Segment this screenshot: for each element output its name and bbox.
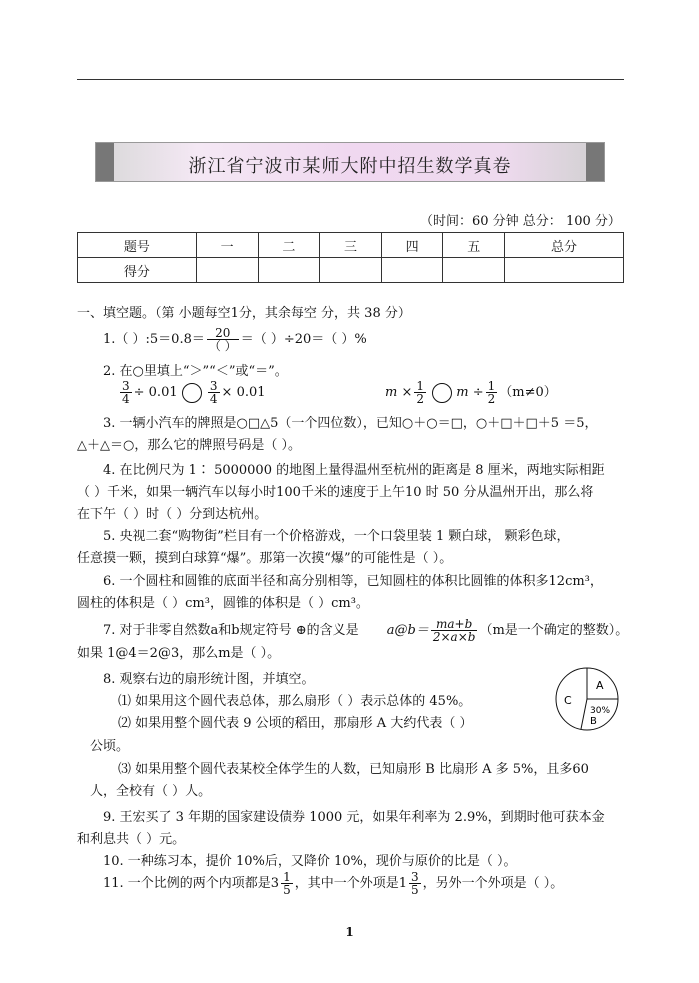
q2-op-2: × 0.01 (221, 385, 266, 400)
q11-text-c: ，另外一个外项是（ ）。 (422, 876, 564, 891)
fraction-numerator: 3 (122, 379, 130, 393)
pie-label-c: C (564, 694, 572, 707)
compare-circle (182, 383, 202, 403)
q2-fraction-3 (414, 380, 426, 405)
fraction-denominator: 2 (487, 392, 496, 406)
fraction-numerator: 1 (416, 379, 424, 393)
fraction-denominator: 4 (122, 392, 130, 406)
fraction-denominator: 2×a×b (432, 630, 476, 644)
pie-label-a: A (596, 679, 604, 692)
q2-fraction-4 (486, 380, 498, 405)
pie-divider-bottom (581, 699, 587, 729)
fraction-numerator: 3 (209, 379, 218, 393)
pie-label-pct: 30% (590, 706, 611, 716)
question-10: 10. 一种练习本，提价 10%后，又降价 10%，现价与原价的比是（ ）。 (103, 854, 517, 869)
page-number: 1 (345, 925, 354, 939)
question-3-line-1: 3. 一辆小汽车的牌照是○□△5（一个四位数），已知○＋○＝□，○＋□＋□＋5 ＝5， (103, 416, 598, 431)
q1-text-b: ＝（ ）÷20＝（ ）% (240, 332, 367, 347)
q7-text-a: 7. 对于非零自然数a和b规定符号 ⊕的含义是 (103, 623, 359, 638)
question-9-line-1: 9. 王宏买了 3 年期的国家建设债券 1000 元，如果年利率为 2.9%，到期时他可获本金 (103, 810, 605, 825)
page-title: 浙江省宁波市某师大附中招生数学真卷 (188, 156, 512, 177)
fraction-numerator: 3 (411, 870, 419, 884)
table-cell: 总分 (505, 233, 624, 258)
table-cell: 得分 (78, 258, 197, 283)
table-cell: 三 (320, 233, 382, 258)
score-cell (443, 258, 505, 283)
question-11 (103, 871, 563, 896)
q11-text-a: 11. 一个比例的两个内项都是3 (103, 876, 280, 891)
time-info: （时间：60 分钟 总分： 100 分） (420, 214, 621, 229)
fraction-numerator: ma+b (431, 618, 478, 631)
fraction-denominator: 2 (416, 392, 424, 406)
q2-expression-left (118, 380, 266, 405)
q11-fraction-2 (409, 871, 421, 896)
fraction-denominator: 5 (283, 883, 291, 897)
sector-pie-chart (554, 666, 620, 732)
question-7-line-2: 如果 1@4＝2@3，那么m是（ ）。 (77, 646, 281, 661)
question-8-line-3: ⑵ 如果用整个圆代表 9 公顷的稻田，那扇形 A 大约代表（ ） (118, 716, 473, 731)
fraction-numerator: 1 (283, 870, 291, 884)
table-cell: 四 (381, 233, 443, 258)
q7-text-b: （m是一个确定的整数）。 (479, 623, 629, 638)
question-9-line-2: 和利息共（ ）元。 (77, 832, 186, 847)
question-8-line-5: ⑶ 如果用整个圆代表某校全体学生的人数，已知扇形 B 比扇形 A 多 5%，且多60 (118, 762, 589, 777)
question-8-line-2: ⑴ 如果用这个圆代表总体，那么扇形（ ）表示总体的 45%。 (118, 694, 472, 709)
q2-op-4: m ÷ (456, 385, 484, 400)
question-8-line-1: 8. 观察右边的扇形统计图，并填空。 (103, 672, 315, 687)
question-4-line-1: 4. 在比例尺为 1∶ 5000000 的地图上量得温州至杭州的距离是 8 厘米，两地实际相距 (103, 463, 605, 478)
q2-op-3: m × (385, 385, 413, 400)
q2-expression-right (385, 380, 557, 405)
fraction-denominator: 4 (209, 392, 218, 406)
fraction-denominator: （ ） (208, 339, 237, 353)
compare-circle (432, 383, 452, 403)
q1-text-a: 1.（ ）:5＝0.8＝ (103, 332, 205, 347)
question-6-line-2: 圆柱的体积是（ ）cm³，圆锥的体积是（ ）cm³。 (77, 596, 369, 611)
question-4-line-3: 在下午（ ）时（ ）分到达杭州。 (77, 507, 268, 522)
score-table-header-row (78, 233, 624, 258)
q2-condition: （m≠0） (499, 385, 557, 400)
q1-fraction (207, 327, 239, 352)
q2-fraction-2 (208, 380, 220, 405)
q2-op-1: ÷ 0.01 (133, 385, 178, 400)
table-cell: 一 (196, 233, 258, 258)
table-cell: 二 (258, 233, 320, 258)
score-cell (258, 258, 320, 283)
table-cell: 题号 (78, 233, 197, 258)
question-2: 2. 在○里填上“＞”“＜”或“＝”。 (103, 364, 288, 379)
question-1 (103, 327, 367, 352)
header-rule (77, 79, 624, 80)
title-banner (95, 142, 605, 182)
section-heading: 一、填空题。（第 小题每空1分，其余每空 分，共 38 分） (77, 306, 411, 321)
question-3-line-2: △＋△＝○，那么它的牌照号码是（ ）。 (77, 438, 301, 453)
q11-fraction-1 (281, 871, 293, 896)
question-7-line-1 (103, 618, 628, 643)
question-5-line-2: 任意摸一颗，摸到白球算“爆”。那第一次摸“爆”的可能性是（ ）。 (77, 551, 453, 566)
fraction-numerator: 20 (207, 327, 239, 340)
q7-fraction (431, 618, 478, 643)
question-6-line-1: 6. 一个圆柱和圆锥的底面半径和高分别相等，已知圆柱的体积比圆锥的体积多12cm³， (103, 574, 603, 589)
score-table-score-row (78, 258, 624, 283)
pie-label-b: B (590, 716, 597, 727)
score-cell (320, 258, 382, 283)
score-cell (196, 258, 258, 283)
score-cell (381, 258, 443, 283)
score-table (77, 232, 624, 283)
score-cell (505, 258, 624, 283)
q2-fraction-1 (120, 380, 132, 405)
q7-formula-lhs: a@b＝ (386, 623, 429, 638)
question-8-line-6: 人，全校有（ ）人。 (90, 784, 212, 799)
question-4-line-2: （ ）千米，如果一辆汽车以每小时100千米的速度于上午10 时 50 分从温州开出，那么将 (77, 485, 594, 500)
q11-text-b: ，其中一个外项是1 (294, 876, 407, 891)
fraction-numerator: 1 (487, 379, 496, 393)
table-cell: 五 (443, 233, 505, 258)
question-8-line-4: 公顷。 (90, 739, 130, 754)
question-5-line-1: 5. 央视二套“购物街”栏目有一个价格游戏，一个口袋里装 1 颗白球， 颗彩色球， (103, 529, 570, 544)
fraction-denominator: 5 (411, 883, 419, 897)
